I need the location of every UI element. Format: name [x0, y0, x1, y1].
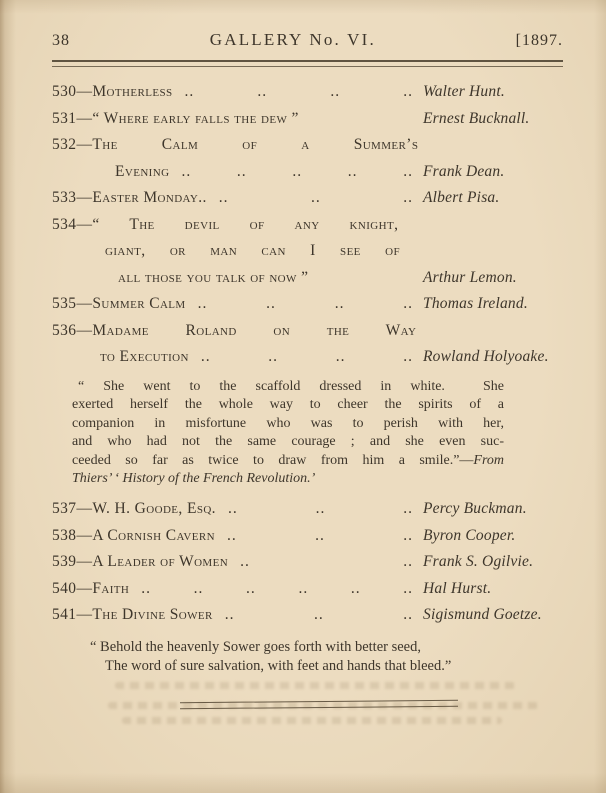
entry-number: 532—	[52, 136, 93, 153]
catalogue-entry-534-end	[52, 265, 563, 292]
quote-text: and who had not the same courage ; and she even suc-	[72, 434, 504, 450]
entry-number: 539—	[52, 553, 93, 571]
quote-block-536	[72, 378, 504, 490]
quote-text: exerted herself the whole way to cheer the spirits of a	[72, 397, 504, 413]
entry-title: A Leader of Women	[92, 553, 229, 571]
quote-attribution: From	[473, 452, 504, 468]
entry-artist: Percy Buckman.	[423, 500, 527, 518]
dot-leader: .. .. .. ..	[184, 83, 413, 100]
quote-text: ceeded so far as twice to draw from him a smile.”—	[72, 452, 474, 468]
entry-number: 531—	[52, 109, 93, 127]
catalogue-entry-540	[52, 576, 563, 603]
entry-number: 538—	[52, 526, 93, 544]
entry-title-continuation: to Execution	[100, 348, 189, 365]
entry-title: The Calm of a Summer’s	[92, 136, 419, 153]
header-rule	[52, 60, 563, 67]
entry-title-continuation: all those you talk of now ”	[118, 268, 309, 286]
entry-title: “ The devil of any knight,	[92, 215, 399, 233]
catalogue-entry-533	[52, 185, 563, 212]
dot-leader: .. .. ..	[226, 526, 413, 544]
catalogue-list	[52, 79, 563, 629]
quote-line	[72, 452, 504, 471]
entry-number: 534—	[52, 215, 93, 233]
quote-line	[72, 433, 504, 452]
quote-line	[72, 396, 504, 415]
entry-title-continuation: Evening	[115, 162, 170, 180]
quote-line	[72, 378, 504, 397]
gallery-title: GALLERY No. VI.	[209, 30, 376, 49]
catalogue-entry-532	[52, 132, 563, 159]
catalogue-entry-536	[52, 318, 563, 345]
entry-artist: Byron Cooper.	[423, 526, 516, 544]
entry-title: A Cornish Cavern	[92, 526, 215, 544]
entry-number: 535—	[52, 295, 93, 312]
entry-artist: Hal Hurst.	[423, 579, 492, 597]
entry-title: Madame Roland on the Way	[92, 321, 417, 339]
dot-leader: .. .. ..	[218, 189, 413, 206]
entry-artist: Thomas Ireland.	[423, 295, 528, 312]
entry-title: Faith	[92, 579, 130, 597]
entry-number: 540—	[52, 579, 93, 597]
entry-title: Motherless	[92, 83, 173, 100]
catalogue-entry-538	[52, 523, 563, 550]
quote-attribution: Thiers’ ‘ History of the French Revolution.’	[72, 471, 316, 487]
entry-number: 533—	[52, 189, 93, 206]
dot-leader: .. .. ..	[224, 606, 413, 624]
entry-number: 536—	[52, 321, 93, 339]
catalogue-entry-534-continued	[52, 238, 563, 265]
entry-artist: Sigismund Goetze.	[423, 606, 542, 624]
page-header	[52, 30, 563, 50]
entry-artist: Albert Pisa.	[423, 189, 500, 206]
catalogue-entry-531	[52, 106, 563, 133]
entry-number: 530—	[52, 83, 93, 100]
couplet-line-1: “ Behold the heavenly Sower goes forth with better seed,	[90, 638, 421, 655]
entry-artist: Rowland Holyoake.	[423, 348, 549, 365]
entry-artist: Frank Dean.	[423, 162, 505, 180]
catalogue-entry-535	[52, 291, 563, 318]
quote-text: “ She went to the scaffold dressed in white. She	[78, 378, 504, 394]
entry-title: W. H. Goode, Esq.	[92, 500, 216, 518]
page-show-through	[108, 702, 538, 709]
dot-leader: .. .. .. ..	[197, 295, 413, 312]
catalogue-entry-537	[52, 496, 563, 523]
dot-leader: .. ..	[240, 553, 413, 571]
dot-leader: .. .. .. .. .. ..	[141, 579, 413, 597]
page-show-through	[115, 682, 515, 689]
dot-leader: .. .. .. ..	[200, 348, 413, 365]
entry-title: The Divine Sower	[92, 606, 213, 624]
catalogue-entry-539	[52, 549, 563, 576]
catalogue-entry-536-continued	[52, 344, 563, 371]
catalogue-entry-532-continued	[52, 159, 563, 186]
dot-leader: .. .. .. .. ..	[181, 162, 413, 180]
entry-title: Easter Monday..	[92, 189, 207, 206]
entry-artist: Walter Hunt.	[423, 83, 505, 100]
entry-title: “ Where early falls the dew ”	[92, 109, 299, 127]
entry-title: Summer Calm	[92, 295, 186, 312]
dot-leader: .. .. ..	[227, 500, 413, 518]
entry-artist: Arthur Lemon.	[423, 268, 517, 286]
catalogue-entry-534	[52, 212, 563, 239]
page-show-through	[122, 717, 502, 724]
entry-artist: Frank S. Ogilvie.	[423, 553, 534, 571]
page-number: 38	[52, 32, 70, 49]
year-label: [1897.	[515, 32, 563, 49]
catalogue-entry-530	[52, 79, 563, 106]
entry-number: 541—	[52, 606, 93, 624]
entry-title-continuation: giant, or man can I see of	[105, 242, 400, 259]
couplet-line-2: The word of sure salvation, with feet and hands that bleed.”	[105, 658, 452, 675]
quote-text: companion in misfortune who was to perish with her,	[72, 415, 504, 431]
quote-line	[72, 415, 504, 434]
catalogue-entry-541	[52, 602, 563, 629]
entry-number: 537—	[52, 500, 93, 518]
quote-line	[72, 470, 504, 489]
couplet-block-541	[90, 638, 563, 677]
entry-artist: Ernest Bucknall.	[423, 109, 530, 127]
